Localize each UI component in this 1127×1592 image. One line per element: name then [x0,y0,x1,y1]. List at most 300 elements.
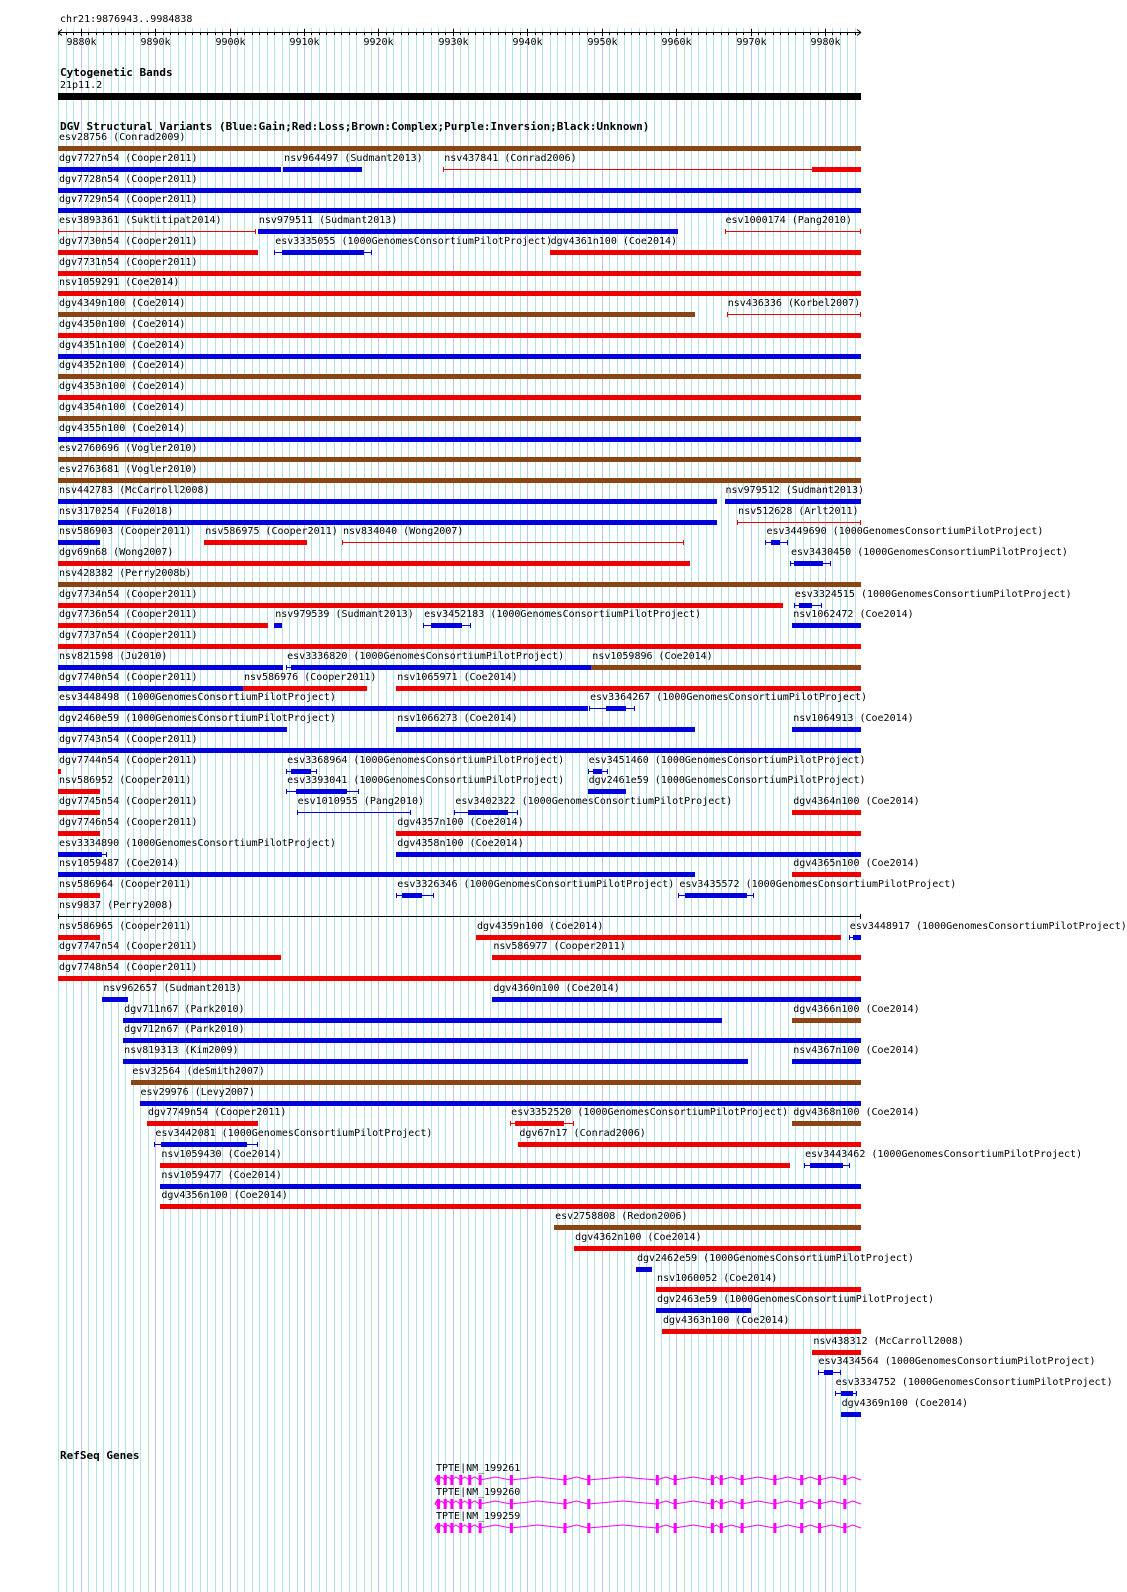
dgv-feature-label: nsv442783 (McCarroll2008) [59,484,210,496]
dgv-feature-label: nsv1064913 (Coe2014) [793,713,914,724]
dgv-feature-core[interactable] [515,1121,564,1126]
dgv-feature-end-tick [607,769,608,774]
dgv-feature-bar[interactable] [792,1121,861,1126]
dgv-feature-bar[interactable] [58,540,100,545]
ruler-tick-label: 9890k [140,37,171,48]
dgv-feature-end-tick [433,893,434,898]
dgv-feature-end-tick [860,520,861,525]
gene-exon [741,1523,744,1533]
gene-exon [843,1499,846,1509]
dgv-feature-label: nsv586975 (Cooper2011) [205,526,338,538]
dgv-feature-bar[interactable] [258,229,678,234]
dgv-feature-bar[interactable] [574,1246,861,1251]
dgv-feature-start-tick [727,312,728,317]
dgv-feature-core[interactable] [161,1142,247,1147]
dgv-feature-end-tick [358,789,359,794]
cytoband-track-title: Cytogenetic Bands [60,66,173,79]
dgv-feature-start-tick [423,623,424,628]
dgv-feature-bar[interactable] [725,499,861,504]
dgv-feature-start-tick [396,893,397,898]
dgv-feature-core[interactable] [296,789,347,794]
dgv-feature-label: dgv4349n100 (Coe2014) [59,298,186,309]
dgv-feature-bar[interactable] [102,997,127,1002]
dgv-feature-bar[interactable] [476,935,841,940]
dgv-feature-line[interactable] [727,314,861,315]
dgv-feature-bar[interactable] [58,208,861,213]
dgv-feature-end-tick [316,769,317,774]
dgv-feature-bar[interactable] [656,1308,751,1313]
dgv-feature-end-tick [634,706,635,711]
dgv-feature-bar[interactable] [58,416,861,421]
gene-exon [587,1499,590,1509]
dgv-feature-label: dgv7744n54 (Cooper2011) [59,754,198,766]
dgv-feature-start-tick [443,167,444,172]
dgv-feature-start-tick [154,1142,155,1147]
gene-label[interactable]: TPTE|NM_199259 [436,1511,521,1522]
dgv-feature-label: dgv4369n100 (Coe2014) [841,1397,969,1409]
dgv-feature-label: dgv4358n100 (Coe2014) [397,837,524,849]
dgv-feature-start-tick [342,540,343,545]
dgv-track-title: DGV Structural Variants (Blue:Gain;Red:Loss;Brown:Complex;Purple:Inversion;Black:Unknown) [60,120,650,133]
gene-exon [468,1475,471,1485]
dgv-feature-label: esv3336820 (1000GenomesConsortiumPilotProject) [287,650,565,662]
dgv-feature-line[interactable] [443,169,861,170]
dgv-feature-end-tick [470,623,471,628]
dgv-feature-bar[interactable] [160,1163,790,1168]
gene-exon [510,1499,513,1509]
dgv-feature-label: nsv964497 (Sudmant2013) [284,152,423,164]
dgv-feature-bar[interactable] [58,520,717,525]
dgv-feature-line[interactable] [297,812,412,813]
dgv-feature-core[interactable] [824,1370,834,1375]
dgv-feature-label: dgv7736n54 (Cooper2011) [59,609,198,621]
gene-exon [587,1475,590,1485]
dgv-feature-start-tick [297,810,298,815]
gene-exon [656,1523,659,1533]
dgv-feature-line[interactable] [725,231,861,232]
gene-exon [773,1523,776,1533]
dgv-feature-end-tick [860,914,861,919]
dgv-feature-core[interactable] [402,893,421,898]
dgv-feature-core[interactable] [468,810,508,815]
dgv-feature-core[interactable] [593,769,603,774]
gene-exon [444,1499,447,1509]
dgv-feature-label: esv3452183 (1000GenomesConsortiumPilotProject) [424,609,702,621]
dgv-feature-bar[interactable] [147,1121,258,1126]
dgv-feature-bar[interactable] [123,1059,747,1064]
dgv-feature-bar[interactable] [58,893,100,898]
dgv-feature-label: dgv7743n54 (Cooper2011) [59,733,198,745]
gene-exon [818,1475,821,1485]
ruler-tick-label: 9910k [289,37,320,48]
dgv-feature-label: nsv3170254 (Fu2018) [59,505,174,517]
dgv-feature-label: nsv834040 (Wong2007) [342,526,464,538]
dgv-feature-label: dgv7745n54 (Cooper2011) [59,796,198,807]
dgv-feature-label: dgv4352n100 (Coe2014) [59,360,186,372]
dgv-feature-start-tick [794,603,795,608]
gene-exon [656,1475,659,1485]
gene-exon [450,1523,453,1533]
ruler-tick-label: 9940k [512,37,543,48]
dgv-feature-label: dgv7727n54 (Cooper2011) [59,152,198,164]
dgv-feature-bar[interactable] [204,540,307,545]
dgv-feature-bar[interactable] [792,872,861,877]
gene-exon [818,1523,821,1533]
dgv-feature-bar[interactable] [58,603,783,608]
dgv-feature-bar[interactable] [123,1018,722,1023]
dgv-feature-start-tick [454,810,455,815]
dgv-feature-label: esv3352520 (1000GenomesConsortiumPilotProject) [511,1107,789,1119]
dgv-feature-label: nsv512628 (Arlt2011) [738,505,859,517]
dgv-feature-label: esv3368964 (1000GenomesConsortiumPilotProject) [287,754,565,766]
ruler-tick-label: 9920k [363,37,394,48]
dgv-feature-core[interactable] [606,706,625,711]
dgv-feature-bar[interactable] [396,852,861,857]
gene-exon [510,1475,513,1485]
gene-exon [564,1475,567,1485]
dgv-feature-label: dgv2461e59 (1000GenomesConsortiumPilotProject) [588,775,866,787]
gene-label[interactable]: TPTE|NM_199261 [436,1463,521,1474]
dgv-feature-bar[interactable] [243,686,367,691]
cytoband-label[interactable]: 21p11.2 [60,80,103,91]
dgv-feature-core[interactable] [853,935,861,940]
gene-exon [437,1475,440,1485]
gene-exon [510,1523,513,1533]
dgv-feature-bar[interactable] [58,437,861,442]
dgv-feature-label: nsv438312 (McCarroll2008) [813,1335,964,1347]
dgv-feature-bar[interactable] [140,1101,861,1106]
dgv-feature-label: dgv4351n100 (Coe2014) [59,339,186,351]
gene-exon [479,1523,482,1533]
gene-exon [773,1499,776,1509]
dgv-feature-bar[interactable] [58,167,281,172]
dgv-feature-core[interactable] [282,250,365,255]
dgv-feature-label: nsv821598 (Ju2010) [59,650,168,662]
gene-exon [656,1499,659,1509]
dgv-feature-bar[interactable] [58,706,588,711]
dgv-feature-line[interactable] [342,542,684,543]
dgv-feature-label: esv3893361 (Suktitipat2014) [59,215,222,226]
dgv-feature-label: dgv4362n100 (Coe2014) [575,1231,702,1243]
dgv-feature-bar[interactable] [58,644,861,649]
dgv-feature-label: esv3326346 (1000GenomesConsortiumPilotProject) [397,879,675,890]
dgv-feature-label: esv2760696 (Vogler2010) [59,443,198,455]
dgv-feature-bar[interactable] [792,1059,861,1064]
gene-label[interactable]: TPTE|NM_199260 [436,1487,521,1498]
gene-exon [720,1475,723,1485]
dgv-feature-label: nsv428382 (Perry2008b) [59,567,192,579]
dgv-feature-label: dgv4355n100 (Coe2014) [59,422,186,434]
dgv-feature-core[interactable] [58,852,101,857]
ruler-tick-label: 9950k [587,37,618,48]
dgv-feature-label: dgv4361n100 (Coe2014) [550,235,678,247]
dgv-feature-bar[interactable] [792,623,861,628]
dgv-feature-start-tick [286,789,287,794]
gene-exon [459,1523,462,1533]
dgv-feature-bar[interactable] [58,831,100,836]
dgv-feature-bar[interactable] [58,955,281,960]
dgv-feature-start-tick [737,520,738,525]
dgv-feature-label: dgv4350n100 (Coe2014) [59,318,186,330]
ruler [0,26,890,48]
dgv-feature-bar[interactable] [58,188,861,193]
dgv-feature-core[interactable] [771,540,779,545]
dgv-feature-end-tick [840,1370,841,1375]
dgv-feature-end-tick [849,1163,850,1168]
dgv-feature-label: nsv1066273 (Coe2014) [397,713,518,724]
dgv-feature-bar[interactable] [554,1225,861,1230]
dgv-feature-bar[interactable] [396,686,861,691]
dgv-feature-bar[interactable] [396,727,695,732]
dgv-feature-label: esv29976 (Levy2007) [140,1086,255,1098]
dgv-feature-label: nsv962657 (Sudmant2013) [103,982,242,994]
gene-exon [444,1475,447,1485]
dgv-feature-label: nsv1059291 (Coe2014) [59,277,180,289]
dgv-feature-bar[interactable] [58,250,258,255]
gene-model[interactable] [0,1498,890,1512]
dgv-feature-label: dgv4353n100 (Coe2014) [59,381,186,392]
dgv-feature-label: dgv4354n100 (Coe2014) [59,401,186,413]
gene-exon [800,1523,803,1533]
dgv-feature-bar[interactable] [58,727,287,732]
dgv-feature-label: dgv4364n100 (Coe2014) [793,796,920,807]
dgv-feature-label: nsv586952 (Cooper2011) [59,775,192,787]
dgv-feature-label: esv3449690 (1000GenomesConsortiumPilotProject) [766,526,1044,538]
gene-exon [459,1499,462,1509]
dgv-feature-label: nsv437841 (Conrad2006) [444,152,577,164]
dgv-feature-bar[interactable] [58,457,861,462]
dgv-feature-end-tick [821,603,822,608]
dgv-feature-start-tick [588,769,589,774]
dgv-feature-label: esv3324515 (1000GenomesConsortiumPilotProject) [794,588,1072,600]
dgv-feature-bar[interactable] [58,665,283,670]
gene-exon [479,1475,482,1485]
dgv-feature-bar[interactable] [812,167,861,172]
dgv-feature-line[interactable] [737,522,861,523]
dgv-feature-label: esv3334752 (1000GenomesConsortiumPilotProject) [835,1377,1113,1388]
dgv-feature-bar[interactable] [518,1142,861,1147]
dgv-feature-label: dgv67n17 (Conrad2006) [519,1128,646,1139]
dgv-feature-label: nsv436336 (Korbel2007) [727,298,861,309]
dgv-feature-bar[interactable] [58,789,100,794]
gene-exon [800,1499,803,1509]
dgv-feature-bar[interactable] [58,499,717,504]
dgv-feature-end-tick [255,229,256,234]
dgv-feature-bar[interactable] [396,831,861,836]
dgv-feature-label: dgv7730n54 (Cooper2011) [59,235,198,247]
dgv-feature-start-tick [790,561,791,566]
dgv-feature-label: nsv1062472 (Coe2014) [793,609,914,621]
dgv-feature-core[interactable] [794,561,822,566]
cytoband-bar[interactable] [58,93,861,100]
dgv-feature-core[interactable] [291,769,311,774]
dgv-feature-label: esv3451460 (1000GenomesConsortiumPilotProject) [588,754,866,766]
dgv-feature-bar[interactable] [58,561,690,566]
dgv-feature-end-tick [371,250,372,255]
dgv-feature-bar[interactable] [58,146,861,151]
dgv-feature-bar[interactable] [662,1329,861,1334]
dgv-feature-bar[interactable] [792,1018,861,1023]
dgv-feature-bar[interactable] [492,955,861,960]
dgv-feature-label: nsv1059430 (Coe2014) [161,1148,282,1160]
ruler-tick-label: 9880k [66,37,97,48]
dgv-feature-bar[interactable] [812,1350,861,1355]
dgv-feature-label: dgv7746n54 (Cooper2011) [59,816,198,828]
dgv-feature-bar[interactable] [58,623,268,628]
dgv-feature-core[interactable] [291,665,590,670]
dgv-feature-label: esv3334890 (1000GenomesConsortiumPilotProject) [59,837,336,849]
dgv-feature-label: dgv4359n100 (Coe2014) [476,920,604,932]
dgv-feature-start-tick [589,706,590,711]
dgv-feature-bar[interactable] [123,1038,861,1043]
dgv-feature-label: dgv7748n54 (Cooper2011) [59,962,198,973]
dgv-feature-bar[interactable] [58,935,100,940]
dgv-feature-bar[interactable] [58,748,861,753]
dgv-feature-core[interactable] [810,1163,843,1168]
gene-exon [674,1523,677,1533]
dgv-feature-start-tick [286,665,287,670]
dgv-feature-start-tick [849,935,850,940]
gene-exon [564,1499,567,1509]
dgv-feature-label: dgv4368n100 (Coe2014) [793,1107,920,1119]
dgv-feature-label: nsv4367n100 (Coe2014) [793,1045,920,1056]
dgv-feature-bar[interactable] [492,997,861,1002]
gene-model[interactable] [0,1522,890,1536]
dgv-feature-bar[interactable] [58,333,861,338]
dgv-feature-bar[interactable] [58,354,861,359]
dgv-feature-label: dgv7728n54 (Cooper2011) [59,173,198,185]
dgv-feature-bar[interactable] [58,769,61,774]
ruler-tick-label: 9930k [438,37,469,48]
dgv-feature-bar[interactable] [58,686,247,691]
dgv-feature-bar[interactable] [656,1287,861,1292]
gene-exon [674,1475,677,1485]
dgv-feature-label: nsv586964 (Cooper2011) [59,879,192,890]
dgv-feature-label: dgv711n67 (Park2010) [124,1003,245,1015]
dgv-feature-line[interactable] [58,231,256,232]
dgv-feature-bar[interactable] [591,665,861,670]
ruler-tick-label: 9970k [736,37,767,48]
dgv-feature-label: nsv1065971 (Coe2014) [397,671,518,683]
dgv-feature-label: nsv819313 (Kim2009) [124,1045,239,1056]
dgv-feature-end-tick [830,561,831,566]
dgv-feature-label: esv3448498 (1000GenomesConsortiumPilotProject) [59,692,336,704]
dgv-feature-label: esv3430450 (1000GenomesConsortiumPilotProject) [791,547,1068,558]
dgv-feature-label: dgv2463e59 (1000GenomesConsortiumPilotProject) [657,1294,934,1305]
dgv-feature-bar[interactable] [550,250,861,255]
dgv-feature-bar[interactable] [160,1184,861,1189]
gene-exon [720,1499,723,1509]
dgv-feature-bar[interactable] [841,1412,861,1417]
dgv-feature-end-tick [410,810,411,815]
dgv-feature-start-tick [818,1370,819,1375]
gene-exon [587,1523,590,1533]
dgv-feature-start-tick [58,914,59,919]
gene-exon [450,1475,453,1485]
dgv-feature-bar[interactable] [58,582,861,587]
dgv-feature-label: esv32564 (deSmith2007) [132,1065,265,1077]
dgv-feature-label: esv3434564 (1000GenomesConsortiumPilotProject) [818,1356,1096,1368]
dgv-feature-bar[interactable] [792,810,861,815]
gene-exon [674,1499,677,1509]
dgv-feature-label: dgv7737n54 (Cooper2011) [59,630,198,641]
gene-exon [720,1523,723,1533]
gene-exon [800,1475,803,1485]
dgv-feature-label: esv2763681 (Vogler2010) [59,464,198,475]
dgv-feature-label: dgv7734n54 (Cooper2011) [59,588,198,600]
dgv-feature-end-tick [517,810,518,815]
dgv-feature-bar[interactable] [58,312,695,317]
dgv-feature-bar[interactable] [58,872,695,877]
dgv-feature-bar[interactable] [160,1204,861,1209]
dgv-feature-label: dgv7729n54 (Cooper2011) [59,194,198,206]
dgv-feature-bar[interactable] [58,810,100,815]
dgv-feature-start-tick [58,229,59,234]
dgv-feature-end-tick [257,1142,258,1147]
gene-introns [435,1501,861,1504]
gene-introns [435,1477,861,1480]
dgv-feature-bar[interactable] [274,623,281,628]
dgv-feature-label: dgv2460e59 (1000GenomesConsortiumPilotProject) [59,713,336,724]
gene-exon [711,1499,714,1509]
dgv-feature-bar[interactable] [131,1080,861,1085]
dgv-feature-label: nsv1059487 (Coe2014) [59,858,180,870]
gene-exon [711,1523,714,1533]
gene-exon [818,1499,821,1509]
gene-model[interactable] [0,1474,890,1488]
dgv-feature-bar[interactable] [58,374,861,379]
dgv-feature-core[interactable] [841,1391,854,1396]
gene-exon [741,1475,744,1485]
dgv-feature-bar[interactable] [58,976,861,981]
dgv-feature-label: dgv69n68 (Wong2007) [59,547,174,558]
ruler-tick-label: 9900k [215,37,246,48]
dgv-feature-end-tick [683,540,684,545]
dgv-feature-bar[interactable] [58,291,861,296]
dgv-feature-label: nsv979512 (Sudmant2013) [725,484,864,496]
dgv-feature-label: esv3402322 (1000GenomesConsortiumPilotProject) [455,796,733,807]
dgv-feature-line[interactable] [58,916,861,917]
dgv-feature-label: nsv586903 (Cooper2011) [59,526,192,538]
dgv-feature-core[interactable] [431,623,462,628]
dgv-feature-core[interactable] [799,603,812,608]
dgv-feature-bar[interactable] [792,727,861,732]
dgv-feature-core[interactable] [685,893,747,898]
gene-introns [435,1525,861,1528]
dgv-feature-label: dgv4357n100 (Coe2014) [397,816,524,828]
dgv-feature-bar[interactable] [58,478,861,483]
dgv-feature-label: esv3448917 (1000GenomesConsortiumPilotProject) [849,920,1127,932]
dgv-feature-label: dgv4366n100 (Coe2014) [793,1003,920,1015]
dgv-feature-end-tick [860,312,861,317]
dgv-feature-label: dgv2462e59 (1000GenomesConsortiumPilotProject) [636,1252,914,1264]
dgv-feature-bar[interactable] [283,167,362,172]
dgv-feature-bar[interactable] [636,1267,652,1272]
dgv-feature-label: nsv1060052 (Coe2014) [657,1273,778,1285]
dgv-feature-end-tick [106,852,107,857]
dgv-feature-bar[interactable] [588,789,626,794]
dgv-feature-label: esv3335055 (1000GenomesConsortiumPilotProject) [275,235,553,247]
gene-exon [564,1523,567,1533]
dgv-feature-start-tick [678,893,679,898]
refseq-track-title: RefSeq Genes [60,1449,140,1462]
dgv-feature-label: dgv712n67 (Park2010) [124,1024,245,1036]
dgv-feature-bar[interactable] [58,271,861,276]
dgv-feature-end-tick [856,1391,857,1396]
dgv-feature-bar[interactable] [58,395,861,400]
dgv-feature-label: esv3364267 (1000GenomesConsortiumPilotProject) [590,692,868,704]
dgv-feature-end-tick [573,1121,574,1126]
